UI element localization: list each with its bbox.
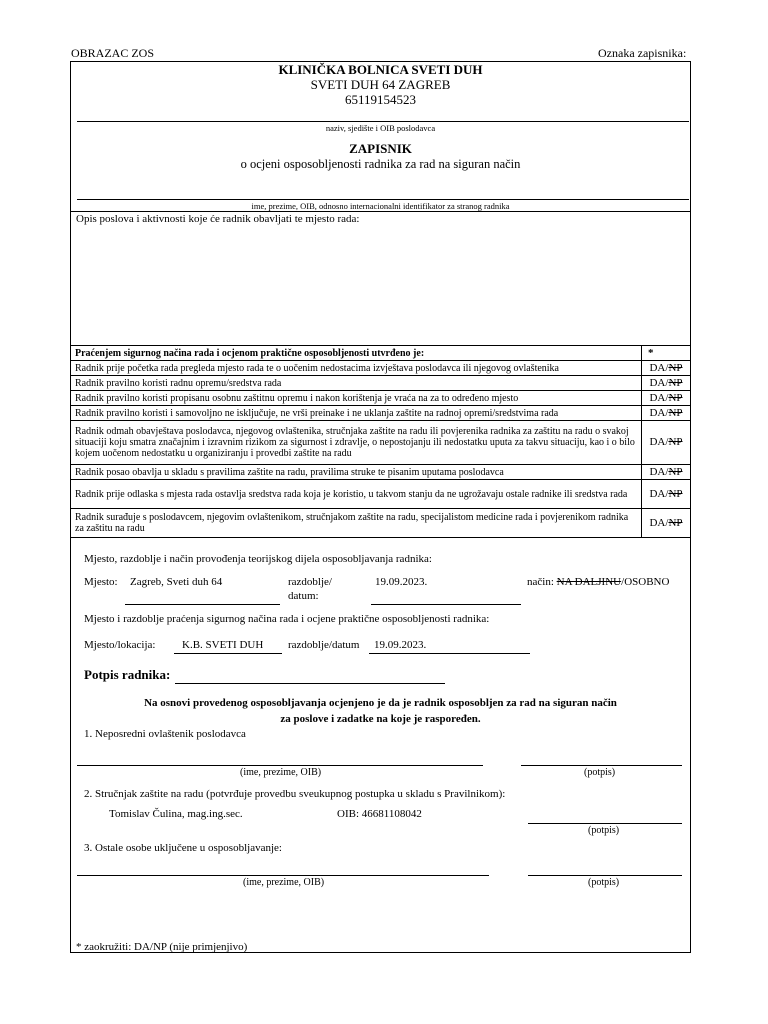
check-answer-2[interactable] (642, 376, 691, 391)
employer-address: SVETI DUH 64 ZAGREB (310, 77, 451, 92)
job-description-box[interactable] (70, 211, 691, 346)
theory-label: Mjesto, razdoblje i način provođenja teorijskog dijela osposobljavanja radnika: (84, 553, 432, 565)
check-item-5: Radnik odmah obavještava poslodavca, njegovog ovlaštenika, stručnjaka zaštite na radu ili povjerenika radnika za zaštitu na radu o svakoj situaciji koju smatra značajnim i izravnim rizikom za sigurnost i zdravlje, o nepostojanju ili nedostatku uputa za takvu situaciju, kao i o bilo kojem uočenom nedostatku u organiziranju i provedbi zaštite na radu (71, 421, 642, 465)
check-answer-7[interactable] (642, 480, 691, 509)
record-title: ZAPISNIK (349, 141, 412, 156)
check-item-1: Radnik prije početka rada pregleda mjesto rada te o uočenim nedostacima izvještava poslodavca ili njegovog ovlaštenika (71, 361, 642, 376)
answer-np: NP (668, 465, 683, 478)
check-item-2: Radnik pravilno koristi radnu opremu/sredstva rada (71, 376, 642, 391)
check-row (71, 361, 691, 376)
conclusion-line-2: za poslove i zadatke na koje je raspoređen. (280, 713, 481, 725)
answer-da: DA/ (649, 487, 669, 500)
check-item-4: Radnik pravilno koristi i samovoljno ne isključuje, ne vrši preinake i ne uklanja zaštite na radnoj opremi/sredstvima rada (71, 406, 642, 421)
answer-np: NP (668, 516, 683, 529)
signer-3-name-line[interactable] (77, 875, 489, 876)
theory-place-label: Mjesto: (84, 576, 118, 588)
record-mark-label: Oznaka zapisnika: (598, 46, 687, 60)
check-row (71, 509, 691, 538)
theory-period-label-2: datum: (288, 590, 319, 602)
answer-da: DA/ (649, 516, 669, 529)
employer-name: KLINIČKA BOLNICA SVETI DUH (278, 62, 483, 77)
answer-da: DA/ (649, 391, 669, 404)
job-description-label: Opis poslova i aktivnosti koje će radnik obavljati te mjesto rada: (76, 213, 360, 225)
signer-3-caption: (ime, prezime, OIB) (243, 877, 325, 888)
conclusion-line-1: Na osnovi provedenog osposobljavanja ocjenjeno je da je radnik osposobljen za rad na siguran način (144, 697, 617, 709)
answer-da: DA/ (649, 376, 669, 389)
signer-3-sign-caption: (potpis) (588, 877, 620, 888)
worker-caption: ime, prezime, OIB, odnosno internacionalni identifikator za stranog radnika (251, 201, 510, 211)
worker-line (77, 199, 689, 200)
signer-2-sign-line[interactable] (528, 823, 682, 824)
record-subtitle: o ocjeni osposobljenosti radnika za rad na siguran način (240, 157, 521, 171)
answer-np: NP (668, 487, 683, 500)
answer-np: NP (668, 406, 683, 419)
theory-place-value: Zagreb, Sveti duh 64 (130, 576, 223, 588)
checks-header: Praćenjem sigurnog načina rada i ocjenom praktične osposobljenosti utvrđeno je: (71, 346, 642, 361)
signer-2-oib: OIB: 46681108042 (337, 808, 422, 820)
footnote: * zaokružiti: DA/NP (nije primjenjivo) (76, 941, 248, 953)
answer-da: DA/ (649, 436, 669, 448)
practice-location-field[interactable] (174, 638, 282, 654)
signer-1-caption: (ime, prezime, OIB) (240, 767, 322, 778)
signer-1-name-line[interactable] (77, 765, 483, 766)
check-answer-8[interactable] (642, 509, 691, 538)
answer-np: NP (668, 376, 683, 389)
signer-2-sign-caption: (potpis) (588, 825, 620, 836)
check-row (71, 391, 691, 406)
theory-method-label: način: (527, 576, 554, 588)
signer-2-name: Tomislav Čulina, mag.ing.sec. (109, 808, 243, 820)
worker-signature-label: Potpis radnika: (84, 667, 171, 682)
answer-np: NP (668, 361, 683, 374)
check-item-3: Radnik pravilno koristi propisanu osobnu zaštitnu opremu i nakon korištenja je vraća na za to određeno mjesto (71, 391, 642, 406)
signer-3-sign-line[interactable] (528, 875, 682, 876)
check-item-7: Radnik prije odlaska s mjesta rada ostavlja sredstva rada koja je koristio, u takvom stanju da ne ugrožavaju ostale radnike ili sredstva rada (71, 480, 642, 509)
practice-location-value: K.B. SVETI DUH (182, 639, 264, 651)
practice-location-label: Mjesto/lokacija: (84, 639, 156, 651)
theory-period-value: 19.09.2023. (375, 576, 428, 588)
answer-np: NP (668, 391, 683, 404)
check-row (71, 465, 691, 480)
employer-oib: 65119154523 (344, 92, 417, 107)
check-answer-5[interactable] (642, 421, 691, 465)
checks-header-mark: * (642, 346, 691, 361)
check-row (71, 406, 691, 421)
worker-signature-line[interactable] (175, 683, 445, 684)
signer-1-label: 1. Neposredni ovlaštenik poslodavca (84, 728, 246, 740)
theory-place-field[interactable] (125, 576, 280, 605)
signer-2-label: 2. Stručnjak zaštite na radu (potvrđuje provedbu sveukupnog postupka u skladu s Pravilnikom): (84, 788, 506, 800)
checks-table (70, 345, 691, 538)
theory-method-inperson: OSOBNO (624, 576, 670, 588)
check-row (71, 480, 691, 509)
signer-1-sign-caption: (potpis) (584, 767, 616, 778)
answer-da: DA/ (649, 465, 669, 478)
check-item-8: Radnik surađuje s poslodavcem, njegovim ovlaštenikom, stručnjakom zaštite na radu, specijalistom medicine rada i povjerenikom radnika za zaštitu na radu (71, 509, 642, 538)
check-row (71, 376, 691, 391)
answer-np: NP (668, 436, 683, 448)
theory-method-sep: / (621, 576, 625, 588)
check-answer-6[interactable] (642, 465, 691, 480)
practice-period-value: 19.09.2023. (374, 639, 427, 651)
practice-label: Mjesto i razdoblje praćenja sigurnog načina rada i ocjene praktične osposobljenosti radnika: (84, 613, 490, 625)
answer-da: DA/ (649, 406, 669, 419)
signer-3-label: 3. Ostale osobe uključene u osposobljavanje: (84, 842, 282, 854)
theory-method[interactable] (527, 576, 669, 588)
signer-1-sign-line[interactable] (521, 765, 682, 766)
employer-line (77, 121, 689, 122)
practice-period-field[interactable] (369, 638, 530, 654)
theory-period-field[interactable] (371, 576, 521, 605)
check-answer-3[interactable] (642, 391, 691, 406)
check-answer-1[interactable] (642, 361, 691, 376)
check-answer-4[interactable] (642, 406, 691, 421)
employer-caption: naziv, sjedište i OIB poslodavca (325, 123, 436, 133)
check-item-6: Radnik posao obavlja u skladu s pravilima zaštite na radu, pravilima struke te pisanim uputama poslodavca (71, 465, 642, 480)
theory-method-remote: NA DALJINU (556, 576, 622, 588)
form-label: OBRAZAC ZOS (71, 46, 155, 60)
practice-period-label: razdoblje/datum (288, 639, 360, 651)
theory-period-label-1: razdoblje/ (288, 576, 332, 588)
check-row (71, 421, 691, 465)
answer-da: DA/ (649, 361, 669, 374)
